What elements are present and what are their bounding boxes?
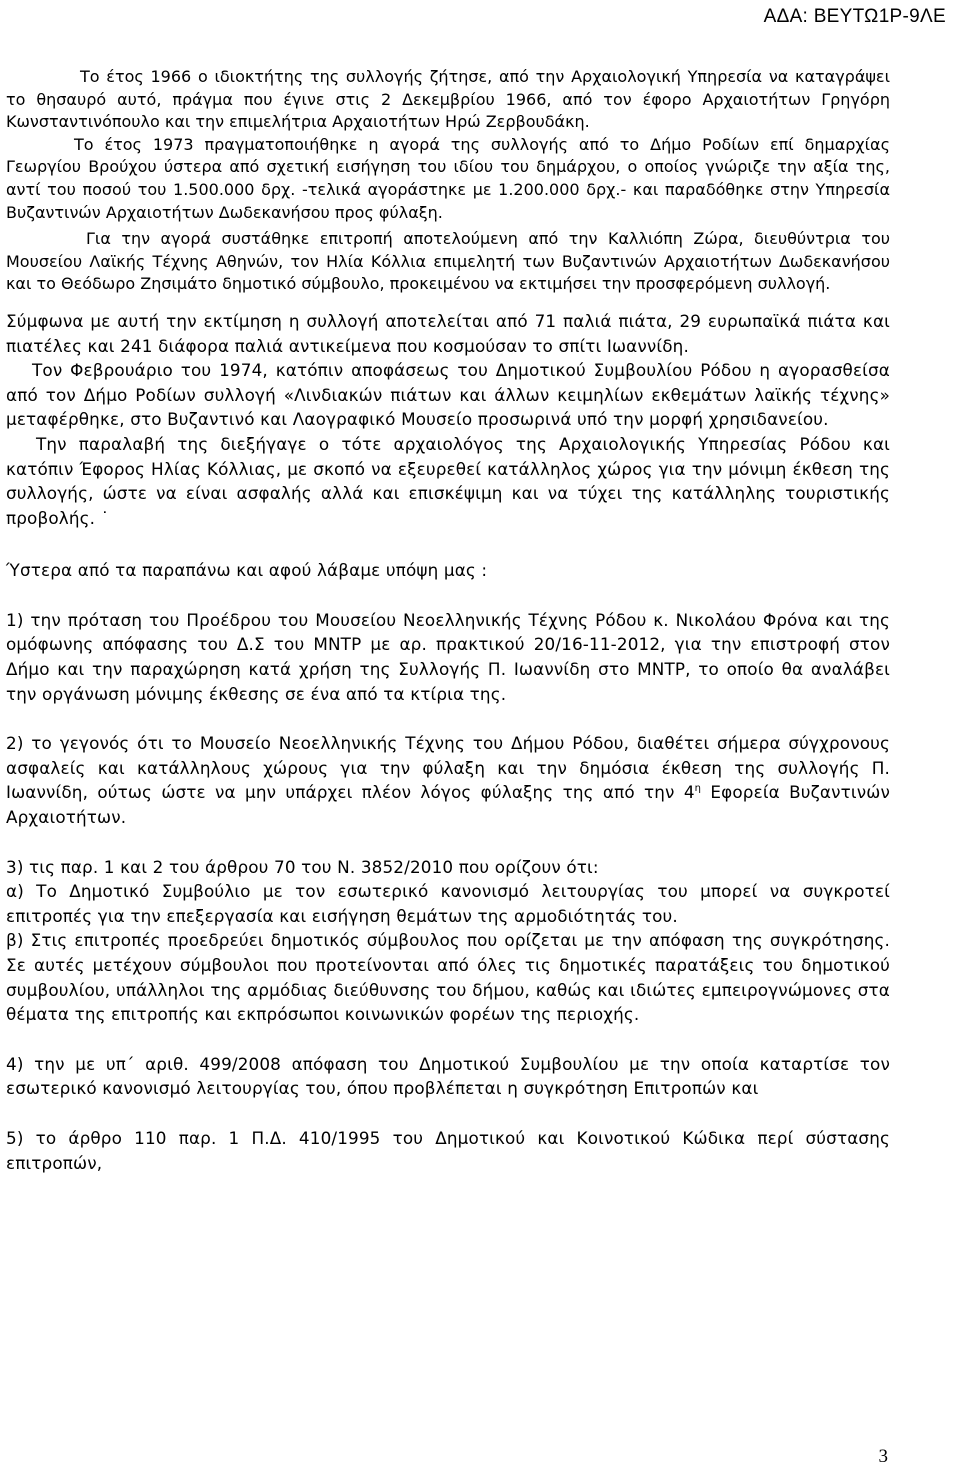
list-item-2	[6, 731, 890, 829]
ordinal-superscript: η	[694, 783, 702, 795]
list-item-3a: α) Το Δημοτικό Συμβούλιο με τον εσωτερικό κανονισμό λειτουργίας του μπορεί να συγκροτεί επιτροπές για την επεξεργασία και εισήγηση θεμάτων της αρμοδιότητάς του.	[6, 881, 890, 926]
list-item-2-text: 2) το γεγονός ότι το Μουσείο Νεοελληνικής Τέχνης του Δήμου Ρόδου, διαθέτει σήμερα σύγχρονους ασφαλείς και κατάλληλους χώρους για την φύλαξη και την δημόσια έκθεση της συλλογής Π. Ιωαννίδη, ούτως ώστε να μην υπάρχει πλέον λόγος φύλαξης της από την 4	[6, 733, 890, 803]
document-code: ΑΔΑ: ΒΕΥΤΩ1Ρ-9ΛΕ	[763, 6, 946, 27]
paragraph-considering: Ύστερα από τα παραπάνω και αφού λάβαμε υπόψη μας :	[6, 560, 488, 581]
list-item-3: 3) τις παρ. 1 και 2 του άρθρου 70 του Ν. 3852/2010 που ορίζουν ότι:	[6, 856, 599, 877]
paragraph-1973-purchase: Το έτος 1973 πραγματοποιήθηκε η αγορά της συλλογής από το Δήμο Ροδίων επί δημαρχίας Γεωργίου Βρούχου ύστερα από σχετική εισήγηση του ιδίου του δημάρχου, ο οποίος γνώριζε την αξία της, αντί του ποσού του 1.500.000 δρχ. -τελικά αγοράστηκε με 1.200.000 δρχ.- και παραδόθηκε στην Υπηρεσία Βυζαντινών Αρχαιοτήτων Δωδεκανήσου προς φύλαξη.	[6, 134, 890, 222]
paragraph-1974-transfer: Τον Φεβρουάριο του 1974, κατόπιν αποφάσεως του Δημοτικού Συμβουλίου Ρόδου η αγορασθείσα από τον Δήμο Ροδίων συλλογή «Λινδιακών πιάτων και άλλων κειμηλίων εκθεμάτων λαϊκής τέχνης» μεταφέρθηκε, στο Βυζαντινό και Λαογραφικό Μουσείο προσωρινά υπό την μορφή χρησιδανείου.	[6, 360, 890, 430]
paragraph-committee: Για την αγορά συστάθηκε επιτροπή αποτελούμενη από την Καλλιόπη Ζώρα, διευθύντρια του Μουσείου Λαϊκής Τέχνης Αθηνών, τον Ηλία Κόλλια επιμελητή των Βυζαντινών Αρχαιοτήτων Δωδεκανήσου και το Θεόδωρο Ζησιμάτο δημοτικό σύμβουλο, προκειμένου να εκτιμήσει την προσφερόμενη συλλογή.	[6, 229, 890, 294]
paragraph-receipt: Την παραλαβή της διεξήγαγε ο τότε αρχαιολόγος της Αρχαιολογικής Υπηρεσίας Ρόδου και κατόπιν Έφορος Ηλίας Κόλλιας, με σκοπό να εξευρεθεί κατάλληλος χώρος για την μόνιμη έκθεση της συλλογής, ώστε να είναι ασφαλής αλλά και επισκέψιμη και να τύχει της κατάλληλης τουριστικής προβολής. ˙	[6, 433, 890, 528]
list-item-2-tail: Εφορεία Βυζαντινών Αρχαιοτήτων.	[6, 782, 890, 828]
list-item-1: 1) την πρόταση του Προέδρου του Μουσείου Νεοελληνικής Τέχνης Ρόδου κ. Νικολάου Φρόνα και της ομόφωνης απόφασης του Δ.Σ του ΜΝΤΡ με αρ. πρακτικού 20/16-11-2012, για την επιστροφή στον Δήμο και την παραχώρηση κατά χρήση της Συλλογής Π. Ιωαννίδη στο ΜΝΤΡ, το οποίο θα αναλάβει την οργάνωση μόνιμης έκθεσης σε ένα από τα κτίρια της.	[6, 609, 890, 704]
page-number: 3	[878, 1446, 888, 1467]
paragraph-valuation: Σύμφωνα με αυτή την εκτίμηση η συλλογή αποτελείται από 71 παλιά πιάτα, 29 ευρωπαϊκά πιάτα και πιατέλες και 241 διάφορα παλιά αντικείμενα που κοσμούσαν το σπίτι Ιωαννίδη.	[6, 310, 890, 356]
list-item-4: 4) την με υπ΄ αριθ. 499/2008 απόφαση του Δημοτικού Συμβουλίου με την οποία καταρτίσε τον εσωτερικό κανονισμό λειτουργίας του, όπου προβλέπεται η συγκρότηση Επιτροπών και	[6, 1053, 890, 1099]
list-item-3b: β) Στις επιτροπές προεδρεύει δημοτικός σύμβουλος που ορίζεται με την απόφαση της συγκρότησης. Σε αυτές μετέχουν σύμβουλοι που προτείνονται από όλες τις δημοτικές παρατάξεις του δημοτικού συμβουλίου, υπάλληλοι της αρμόδιας διεύθυνσης του δήμου, καθώς και ιδιώτες εμπειρογνώμονες στα θέματα της επιτροπής και εκπρόσωποι κοινωνικών φορέων της περιοχής.	[6, 930, 890, 1025]
paragraph-1966-registration: Το έτος 1966 ο ιδιοκτήτης της συλλογής ζήτησε, από την Αρχαιολογική Υπηρεσία να καταγράψει το θησαυρό αυτό, πράγμα που έγινε στις 2 Δεκεμβρίου 1966, από τον έφορο Αρχαιοτήτων Γρηγόρη Κωνσταντινόπουλο και την επιμελήτρια Αρχαιοτήτων Ηρώ Ζερβουδάκη.	[6, 67, 890, 132]
list-item-5: 5) το άρθρο 110 παρ. 1 Π.Δ. 410/1995 του Δημοτικού και Κοινοτικού Κώδικα περί σύστασης επιτροπών,	[6, 1127, 890, 1173]
document-body	[6, 66, 890, 1175]
